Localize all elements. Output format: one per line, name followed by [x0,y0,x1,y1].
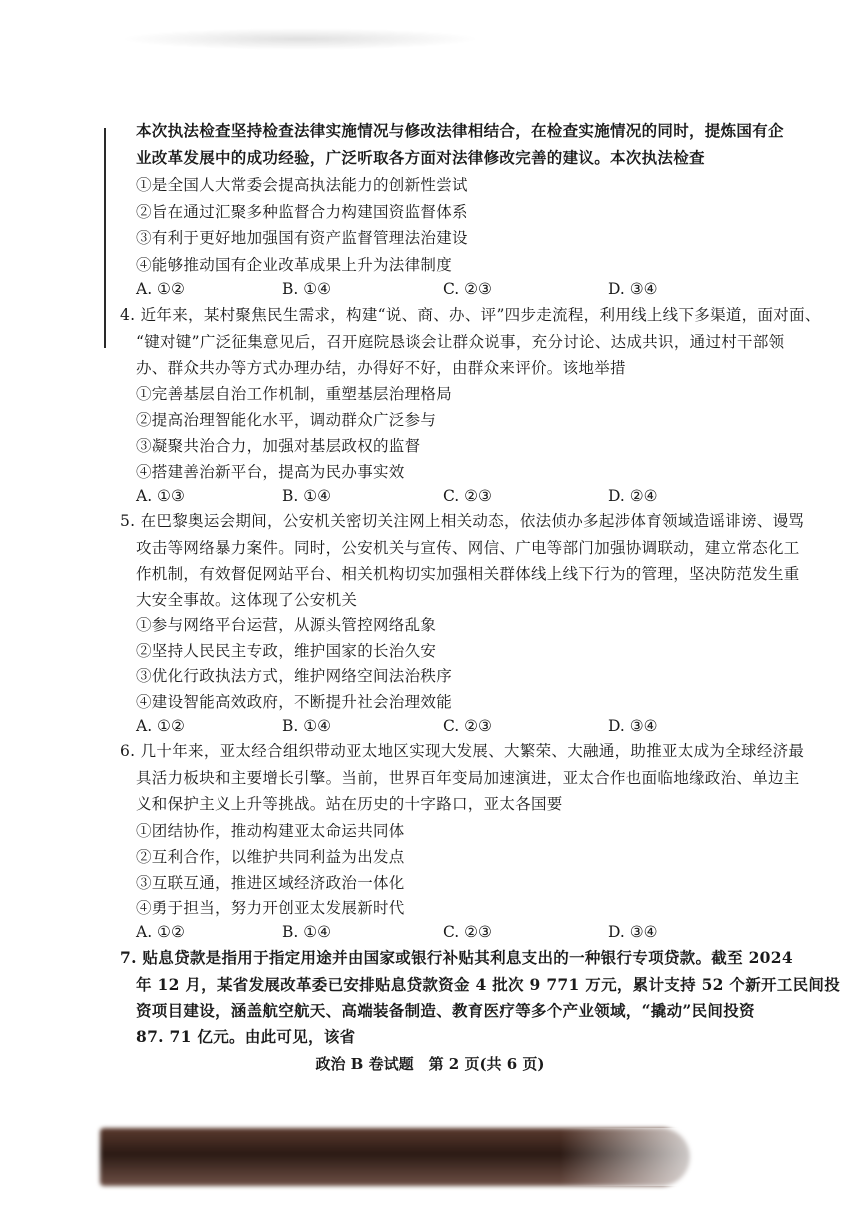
q4-stem-line-2: “键对键”广泛征集意见后，召开庭院恳谈会让群众说事，充分讨论、达成共识，通过村干部领 [136,333,785,351]
q4-option-a: A. ①③ [136,487,185,505]
q7-stem-line-4: 87. 71 亿元。由此可见，该省 [136,1027,356,1046]
q5-stem-line-1: 5. 在巴黎奥运会期间，公安机关密切关注网上相关动态，依法侦办多起涉体育领域造谣诽谤、谩骂 [120,512,805,530]
page-footer: 政治 B 卷试题 第 2 页(共 6 页) [315,1055,545,1073]
q4-item-1: ①完善基层自治工作机制，重塑基层治理格局 [136,385,453,403]
q7-stem-line-2: 年 12 月，某省发展改革委已安排贴息贷款资金 4 批次 9 771 万元，累计支持 52 个新开工民间投 [136,975,841,994]
q6-item-3: ③互联互通，推进区域经济政治一体化 [136,874,405,892]
q3-option-d: D. ③④ [608,280,658,298]
q3-option-b: B. ①④ [282,280,332,298]
q3-item-4: ④能够推动国有企业改革成果上升为法律制度 [136,256,453,274]
q6-option-b: B. ①④ [282,923,332,941]
q6-option-c: C. ②③ [443,923,492,941]
q6-stem-line-1: 6. 几十年来，亚太经合组织带动亚太地区实现大发展、大繁荣、大融通，助推亚太成为全球经济最 [120,742,805,760]
q6-item-1: ①团结协作，推动构建亚太命运共同体 [136,822,405,840]
q5-stem-line-4: 大安全事故。这体现了公安机关 [136,591,358,609]
q7-stem-line-1: 7. 贴息贷款是指用于指定用途并由国家或银行补贴其利息支出的一种银行专项贷款。截至 2024 [120,948,793,967]
q5-item-3: ③优化行政执法方式，维护网络空间法治秩序 [136,667,453,685]
q5-item-4: ④建设智能高效政府，不断提升社会治理效能 [136,693,453,711]
q3-stem-line-1: 本次执法检查坚持检查法律实施情况与修改法律相结合，在检查实施情况的同时，提炼国有企 [136,121,784,140]
q3-item-3: ③有利于更好地加强国有资产监督管理法治建设 [136,229,468,247]
q4-item-4: ④搭建善治新平台，提高为民办事实效 [136,463,405,481]
q6-item-4: ④勇于担当，努力开创亚太发展新时代 [136,899,405,917]
q3-stem-line-2: 业改革发展中的成功经验，广泛听取各方面对法律修改完善的建议。本次执法检查 [136,148,705,167]
scan-shadow-fade [560,1128,760,1186]
q3-option-a: A. ①② [136,280,185,298]
q3-item-1: ①是全国人大常委会提高执法能力的创新性尝试 [136,176,468,194]
q6-stem-line-3: 义和保护主义上升等挑战。站在历史的十字路口，亚太各国要 [136,795,563,813]
q4-option-b: B. ①④ [282,487,332,505]
q4-option-c: C. ②③ [443,487,492,505]
q6-stem-line-2: 具活力板块和主要增长引擎。当前，世界百年变局加速演进，亚太合作也面临地缘政治、单边主 [136,769,800,787]
q5-option-b: B. ①④ [282,717,332,735]
q3-item-2: ②旨在通过汇聚多种监督合力构建国资监督体系 [136,203,468,221]
q5-option-a: A. ①② [136,717,185,735]
q4-option-d: D. ②④ [608,487,658,505]
q6-item-2: ②互利合作，以维护共同利益为出发点 [136,848,405,866]
q3-option-c: C. ②③ [443,280,492,298]
q5-stem-line-2: 攻击等网络暴力案件。同时，公安机关与宣传、网信、广电等部门加强协调联动，建立常态化工 [136,539,800,557]
q7-stem-line-3: 资项目建设，涵盖航空航天、高端装备制造、教育医疗等多个产业领域，“撬动”民间投资 [136,1001,755,1020]
q5-option-c: C. ②③ [443,717,492,735]
q5-item-1: ①参与网络平台运营，从源头管控网络乱象 [136,616,437,634]
q6-option-d: D. ③④ [608,923,658,941]
q5-stem-line-3: 作机制，有效督促网站平台、相关机构切实加强相关群体线上线下行为的管理，坚决防范发生重 [136,565,800,583]
q4-item-3: ③凝聚共治合力，加强对基层政权的监督 [136,437,421,455]
q4-item-2: ②提高治理智能化水平，调动群众广泛参与 [136,411,437,429]
q6-option-a: A. ①② [136,923,185,941]
q5-option-d: D. ③④ [608,717,658,735]
q4-stem-line-1: 4. 近年来，某村聚焦民生需求，构建“说、商、办、评”四步走流程，利用线上线下多渠道，面对面、 [120,306,821,324]
q5-item-2: ②坚持人民民主专政，维护国家的长治久安 [136,642,437,660]
q4-stem-line-3: 办、群众共办等方式办理办结，办得好不好，由群众来评价。该地举措 [136,359,626,377]
